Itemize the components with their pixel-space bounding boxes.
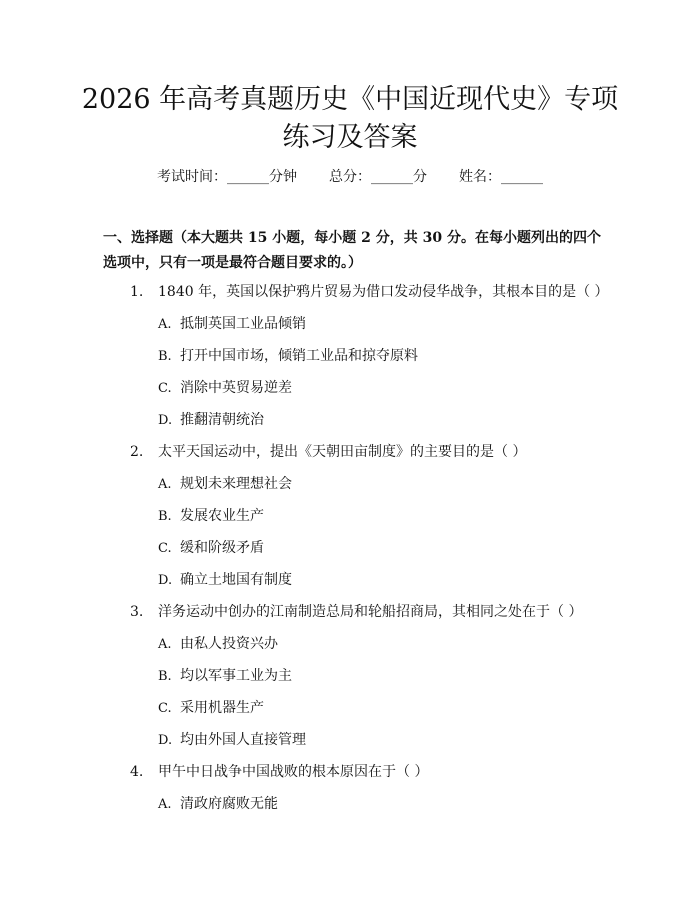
option-2a	[158, 474, 292, 495]
option-text: 由私人投资兴办	[180, 636, 278, 652]
question-number: 2.	[130, 444, 144, 460]
question-text: 甲午中日战争中国战败的根本原因在于（ ）	[158, 764, 429, 780]
option-text: 均由外国人直接管理	[180, 732, 306, 748]
document-title-line1: 2026 年高考真题历史《中国近现代史》专项	[81, 84, 619, 115]
question-number: 1.	[130, 284, 144, 300]
option-text: 抵制英国工业品倾销	[180, 316, 306, 332]
option-text: 消除中英贸易逆差	[180, 380, 292, 396]
option-letter: B.	[158, 509, 172, 524]
student-name-label: 姓名：______	[459, 169, 543, 185]
option-1d	[158, 410, 264, 431]
option-2c	[158, 538, 264, 559]
document-title-line2: 练习及答案	[282, 122, 418, 153]
option-3c	[158, 698, 264, 719]
option-letter: B.	[158, 669, 172, 684]
option-letter: C.	[158, 701, 172, 716]
option-1a	[158, 314, 306, 335]
option-text: 缓和阶级矛盾	[180, 540, 264, 556]
option-2d	[158, 570, 292, 591]
option-text: 均以军事工业为主	[180, 668, 292, 684]
question-number: 4.	[130, 764, 144, 780]
question-number: 3.	[130, 604, 144, 620]
option-letter: C.	[158, 541, 172, 556]
option-letter: D.	[158, 573, 173, 588]
option-text: 确立土地国有制度	[180, 572, 292, 588]
option-text: 推翻清朝统治	[180, 412, 264, 428]
option-1b	[158, 346, 418, 367]
option-letter: A.	[158, 317, 172, 332]
option-2b	[158, 506, 264, 527]
question-text: 1840 年，英国以保护鸦片贸易为借口发动侵华战争，其根本目的是（ ）	[158, 284, 609, 300]
question-text: 太平天国运动中，提出《天朝田亩制度》的主要目的是（ ）	[158, 444, 527, 460]
option-text: 发展农业生产	[180, 508, 264, 524]
option-letter: A.	[158, 477, 172, 492]
section-heading: 一、选择题（本大题共 15 小题，每小题 2 分，共 30 分。在每小题列出的四个选项中，只有一项是最符合题目要求的。）	[103, 230, 601, 271]
option-1c	[158, 378, 292, 399]
option-letter: A.	[158, 797, 172, 812]
option-letter: C.	[158, 381, 172, 396]
question-text: 洋务运动中创办的江南制造总局和轮船招商局，其相同之处在于（ ）	[158, 604, 583, 620]
option-letter: D.	[158, 413, 173, 428]
option-3d	[158, 730, 306, 751]
option-4a	[158, 794, 278, 815]
option-text: 打开中国市场，倾销工业品和掠夺原料	[180, 348, 418, 364]
total-score-label: 总分：______分	[329, 169, 427, 185]
option-3b	[158, 666, 292, 687]
option-letter: A.	[158, 637, 172, 652]
exam-time-label: 考试时间：______分钟	[157, 169, 297, 185]
option-3a	[158, 634, 278, 655]
option-text: 清政府腐败无能	[180, 796, 278, 812]
option-text: 采用机器生产	[180, 700, 264, 716]
option-letter: D.	[158, 733, 173, 748]
exam-info	[0, 166, 700, 188]
option-text: 规划未来理想社会	[180, 476, 292, 492]
option-letter: B.	[158, 349, 172, 364]
